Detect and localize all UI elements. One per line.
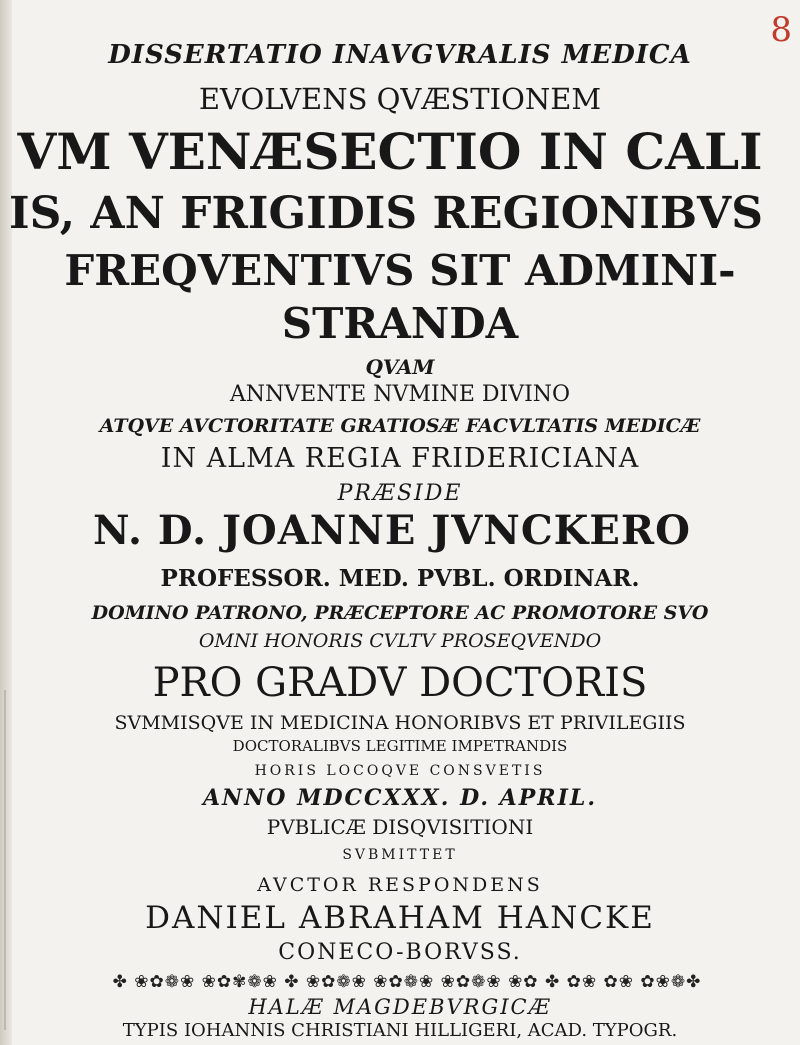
title-line-3: FREQVENTIVS SIT ADMINI-	[64, 246, 736, 295]
imprint-printer: TYPIS IOHANNIS CHRISTIANI HILLIGERI, ACAD. TYPOGR.	[122, 1020, 678, 1041]
imprint-place: HALÆ MAGDEBVRGICÆ	[248, 995, 552, 1019]
title-line-1: VM VENÆSECTIO IN CALI	[17, 122, 763, 181]
pro-gradv-line: PRO GRADV DOCTORIS	[152, 660, 648, 706]
avctor-line: AVCTOR RESPONDENS	[257, 874, 543, 896]
qvam-line: QVAM	[365, 355, 435, 379]
header-line-1: DISSERTATIO INAVGVRALIS MEDICA	[108, 40, 692, 70]
professor-line: PROFESSOR. MED. PVBL. ORDINAR.	[160, 565, 640, 592]
atqve-line: ATQVE AVCTORITATE GRATIOSÆ FACVLTATIS MEDICÆ	[99, 415, 701, 437]
title-line-2: IS, AN FRIGIDIS REGIONIBVS	[9, 188, 763, 239]
author-name: DANIEL ABRAHAM HANCKE	[145, 900, 655, 936]
svbmittet-line: SVBMITTET	[342, 847, 458, 863]
title-line-4: STRANDA	[281, 299, 519, 348]
omni-line: OMNI HONORIS CVLTV PROSEQVENDO	[198, 630, 602, 652]
pvblicae-line: PVBLICÆ DISQVISITIONI	[266, 815, 534, 839]
annvente-line: ANNVENTE NVMINE DIVINO	[229, 382, 571, 407]
praeside-line: PRÆSIDE	[337, 481, 463, 506]
in-alma-line: IN ALMA REGIA FRIDERICIANA	[160, 443, 640, 474]
domino-line: DOMINO PATRONO, PRÆCEPTORE AC PROMOTORE SVO	[91, 602, 709, 624]
header-line-2: EVOLVENS QVÆSTIONEM	[198, 82, 602, 116]
svmmisqve-line: SVMMISQVE IN MEDICINA HONORIBVS ET PRIVILEGIIS	[114, 712, 686, 734]
praeses-name: N. D. JOANNE JVNCKERO	[92, 507, 691, 554]
anno-line: ANNO MDCCXXX. D. APRIL.	[202, 785, 597, 811]
page-number: 8	[770, 10, 792, 50]
ornament-border: ✤ ❀✿❁❀ ❀✿✾❁❀ ✤ ❀✿❁❀ ❀✿❁❀ ❀✿❁❀ ❀✿ ✤ ✿❀ ✿❀ ✿❀❁✤	[112, 972, 702, 992]
horis-line: HORIS LOCOQVE CONSVETIS	[254, 763, 546, 779]
doctoralibvs-line: DOCTORALIBVS LEGITIME IMPETRANDIS	[232, 737, 568, 755]
author-origin: CONECO-BORVSS.	[278, 940, 522, 965]
